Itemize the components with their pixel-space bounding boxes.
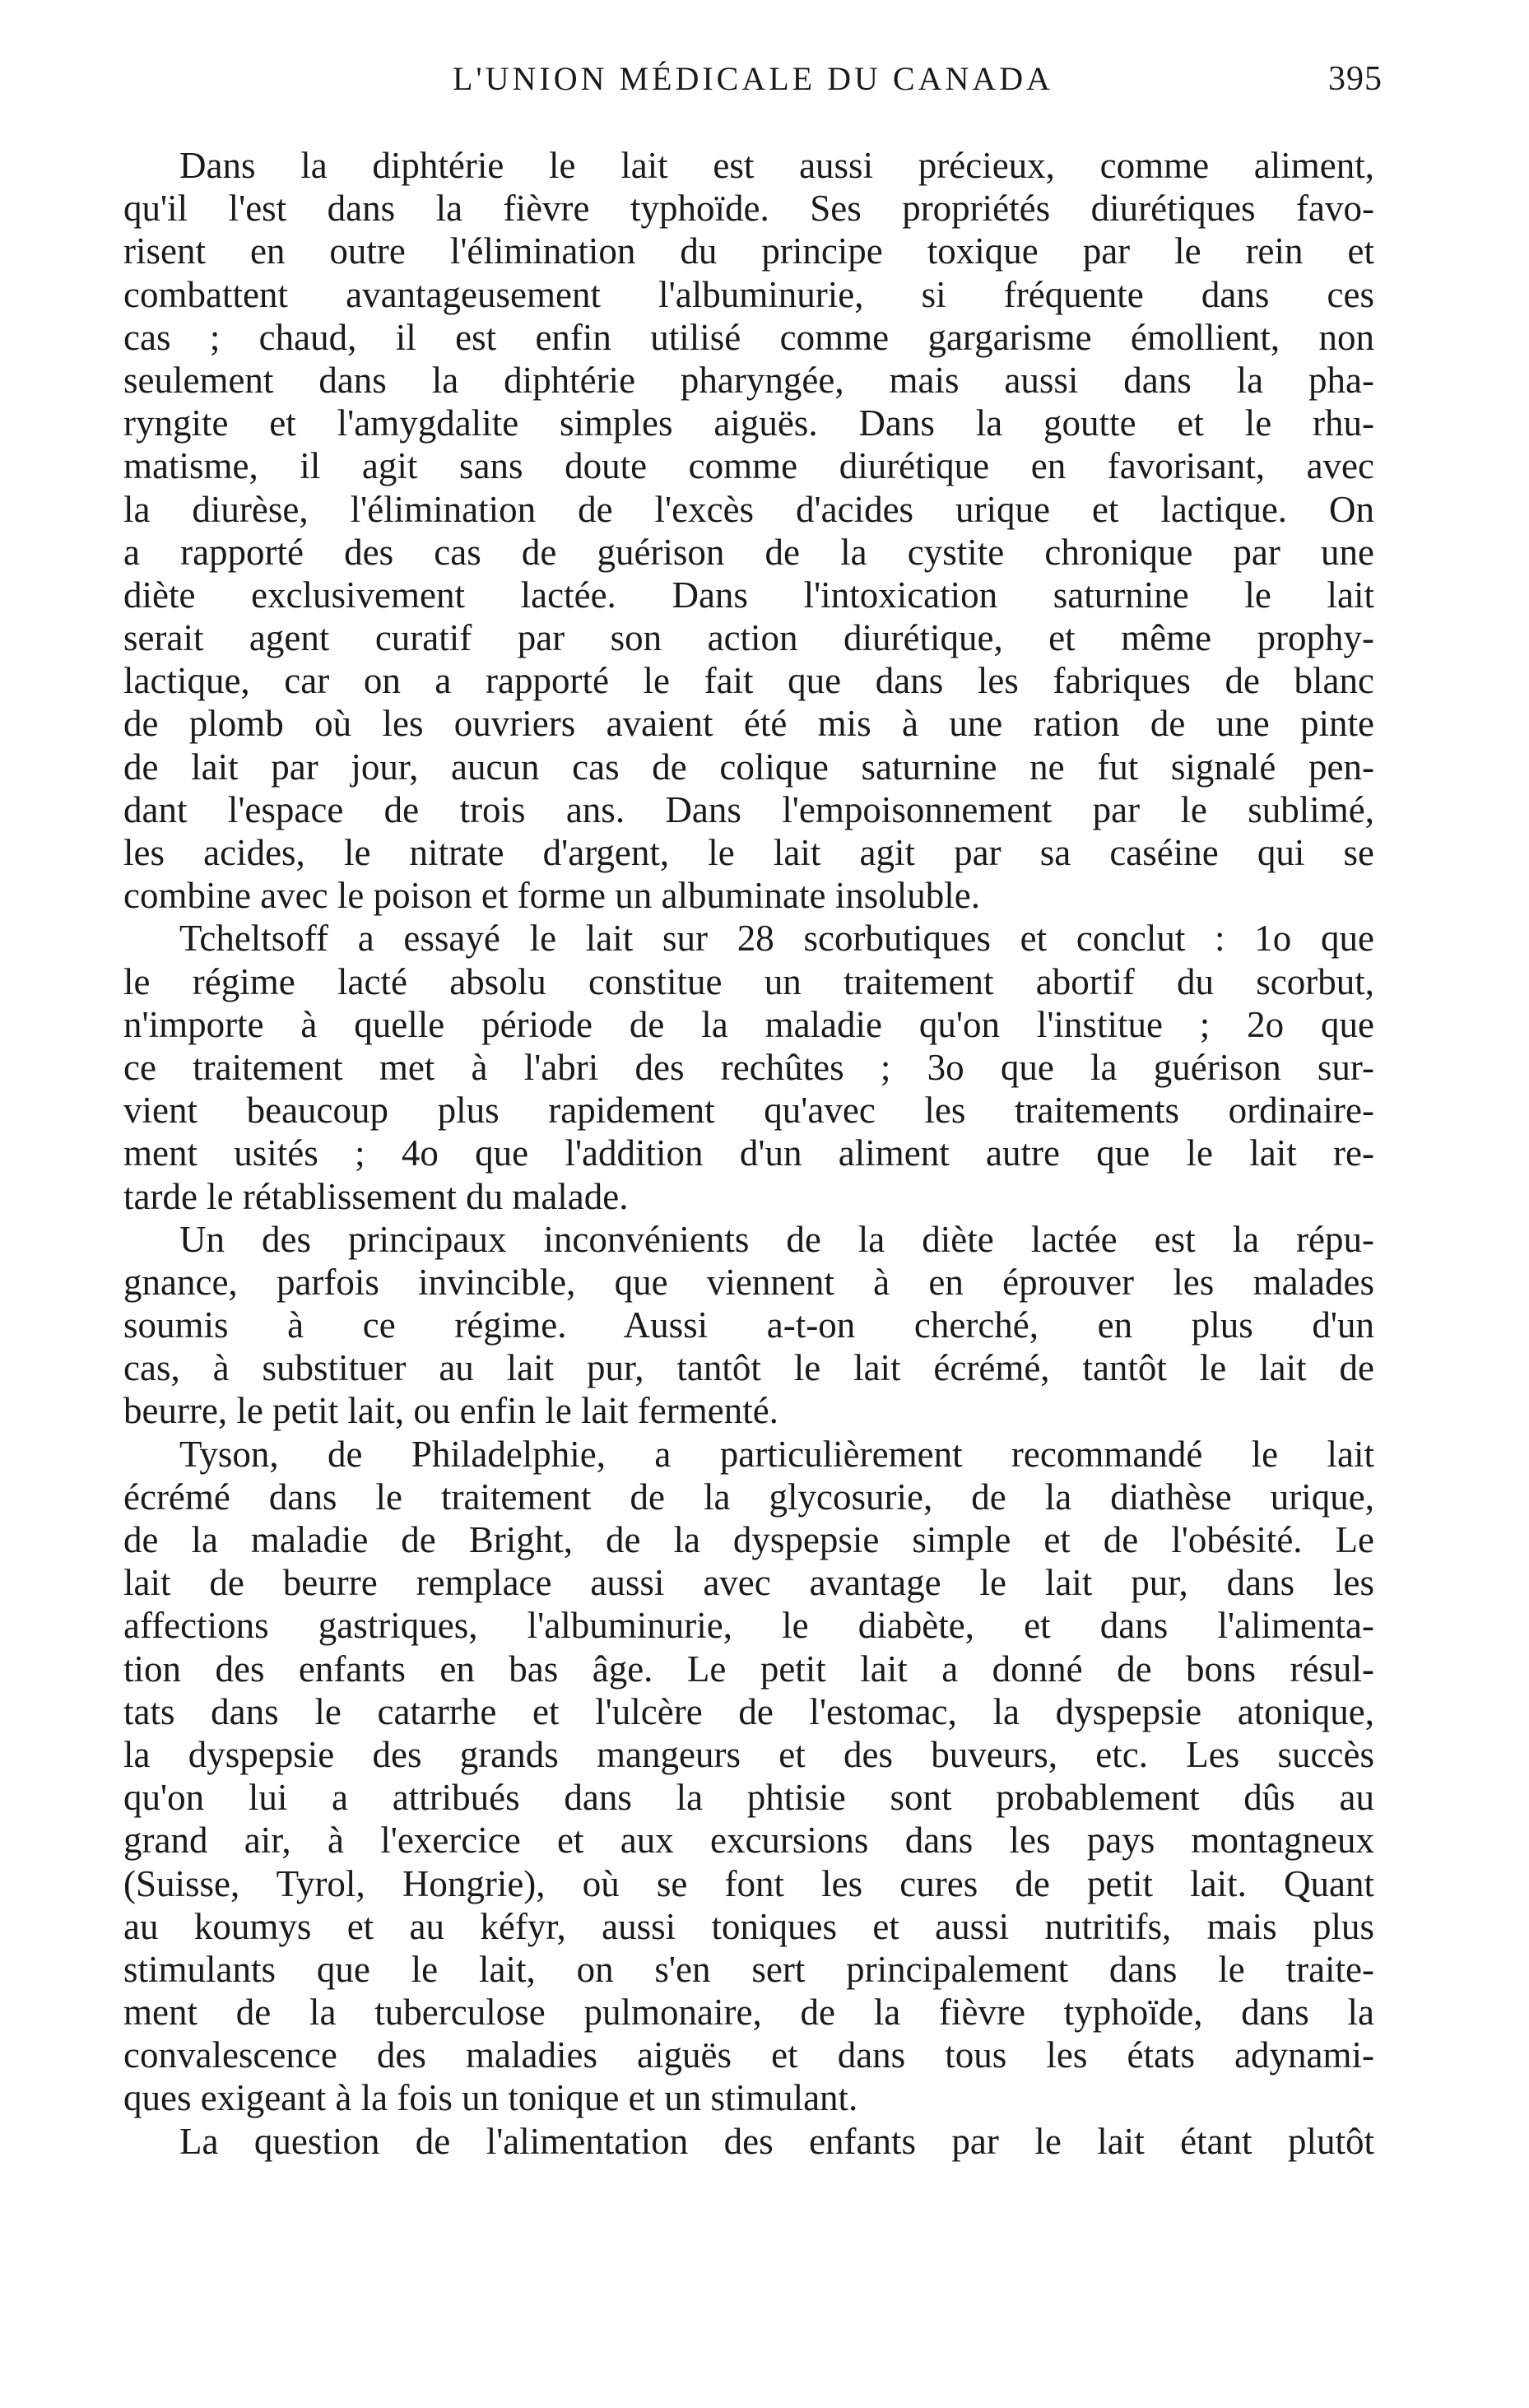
text-line: les acides, le nitrate d'argent, le lait agit par sa caséine qui se	[123, 832, 1374, 873]
text-line: beurre, le petit lait, ou enfin le lait fermenté.	[123, 1390, 778, 1432]
text-line: écrémé dans le traitement de la glycosurie, de la diathèse urique,	[123, 1476, 1374, 1518]
text-line: La question de l'alimentation des enfants par le lait étant plutôt	[179, 2120, 1374, 2162]
text-line: dant l'espace de trois ans. Dans l'empoisonnement par le sublimé,	[123, 788, 1374, 830]
paragraph-diphtheria	[123, 144, 1374, 917]
text-line: diète exclusivement lactée. Dans l'intoxication saturnine le lait	[123, 574, 1374, 616]
text-line: (Suisse, Tyrol, Hongrie), où se font les cures de petit lait. Quant	[123, 1862, 1374, 1904]
text-line: au koumys et au kéfyr, aussi toniques et aussi nutritifs, mais plus	[123, 1905, 1374, 1947]
text-line: la diurèse, l'élimination de l'excès d'acides urique et lactique. On	[123, 488, 1374, 530]
text-line: risent en outre l'élimination du principe toxique par le rein et	[123, 230, 1374, 272]
text-line: de lait par jour, aucun cas de colique saturnine ne fut signalé pen-	[123, 746, 1374, 788]
text-line: ryngite et l'amygdalite simples aiguës. Dans la goutte et le rhu-	[123, 402, 1374, 444]
running-title: L'UNION MÉDICALE DU CANADA	[452, 60, 1054, 97]
text-line: Un des principaux inconvénients de la diète lactée est la répu-	[179, 1218, 1374, 1260]
text-line: combine avec le poison et forme un albuminate insoluble.	[123, 875, 980, 917]
text-line: Dans la diphtérie le lait est aussi précieux, comme aliment,	[179, 145, 1374, 186]
text-line: tion des enfants en bas âge. Le petit lait a donné de bons résul-	[123, 1648, 1374, 1690]
text-line: tats dans le catarrhe et l'ulcère de l'estomac, la dyspepsie atonique,	[123, 1690, 1374, 1732]
paragraph-tyson	[123, 1433, 1374, 2120]
text-line: lait de beurre remplace aussi avec avantage le lait pur, dans les	[123, 1562, 1374, 1604]
text-line: qu'on lui a attribués dans la phtisie sont probablement dûs au	[123, 1777, 1374, 1819]
text-line: de plomb où les ouvriers avaient été mis à une ration de une pinte	[123, 703, 1374, 745]
text-line: grand air, à l'exercice et aux excursions dans les pays montagneux	[123, 1820, 1374, 1862]
text-line: ment de la tuberculose pulmonaire, de la fièvre typhoïde, dans la	[123, 1992, 1374, 2034]
text-line: matisme, il agit sans doute comme diurétique en favorisant, avec	[123, 445, 1374, 487]
text-line: a rapporté des cas de guérison de la cystite chronique par une	[123, 531, 1374, 573]
text-line: affections gastriques, l'albuminurie, le diabète, et dans l'alimenta-	[123, 1605, 1374, 1647]
text-line: gnance, parfois invincible, que viennent à en éprouver les malades	[123, 1261, 1374, 1303]
text-line: vient beaucoup plus rapidement qu'avec les traitements ordinaire-	[123, 1090, 1374, 1132]
text-line: seulement dans la diphtérie pharyngée, mais aussi dans la pha-	[123, 359, 1374, 401]
text-line: lactique, car on a rapporté le fait que dans les fabriques de blanc	[123, 660, 1374, 702]
text-line: soumis à ce régime. Aussi a-t-on cherché, en plus d'un	[123, 1304, 1374, 1346]
text-line: ment usités ; 4o que l'addition d'un aliment autre que le lait re-	[123, 1132, 1374, 1174]
text-line: cas, à substituer au lait pur, tantôt le lait écrémé, tantôt le lait de	[123, 1347, 1374, 1389]
text-line: n'importe à quelle période de la maladie qu'on l'institue ; 2o que	[123, 1003, 1374, 1045]
paragraph-inconvenients	[123, 1218, 1374, 1433]
text-line: la dyspepsie des grands mangeurs et des buveurs, etc. Les succès	[123, 1733, 1374, 1775]
text-line: combattent avantageusement l'albuminurie, si fréquente dans ces	[123, 273, 1374, 315]
text-line: le régime lacté absolu constitue un traitement abortif du scorbut,	[123, 960, 1374, 1002]
text-line: qu'il l'est dans la fièvre typhoïde. Ses propriétés diurétiques favo-	[123, 188, 1374, 230]
text-line: ques exigeant à la fois un tonique et un stimulant.	[123, 2077, 858, 2119]
page-number: 395	[1328, 60, 1383, 98]
text-line: Tyson, de Philadelphie, a particulièrement recommandé le lait	[179, 1433, 1374, 1475]
running-head	[123, 59, 1383, 109]
text-line: Tcheltsoff a essayé le lait sur 28 scorbutiques et conclut : 1o que	[179, 918, 1374, 960]
text-line: serait agent curatif par son action diurétique, et même prophy-	[123, 617, 1374, 659]
text-line: stimulants que le lait, on s'en sert principalement dans le traite-	[123, 1948, 1374, 1990]
text-line: tarde le rétablissement du malade.	[123, 1175, 629, 1217]
paragraph-tcheltsoff	[123, 917, 1374, 1217]
paragraph-alimentation	[123, 2120, 1374, 2163]
text-line: ce traitement met à l'abri des rechûtes ; 3o que la guérison sur-	[123, 1046, 1374, 1088]
text-line: convalescence des maladies aiguës et dans tous les états adynami-	[123, 2034, 1374, 2076]
text-line: de la maladie de Bright, de la dyspepsie simple et de l'obésité. Le	[123, 1519, 1374, 1560]
text-line: cas ; chaud, il est enfin utilisé comme gargarisme émollient, non	[123, 316, 1374, 358]
body-text	[123, 144, 1374, 2163]
